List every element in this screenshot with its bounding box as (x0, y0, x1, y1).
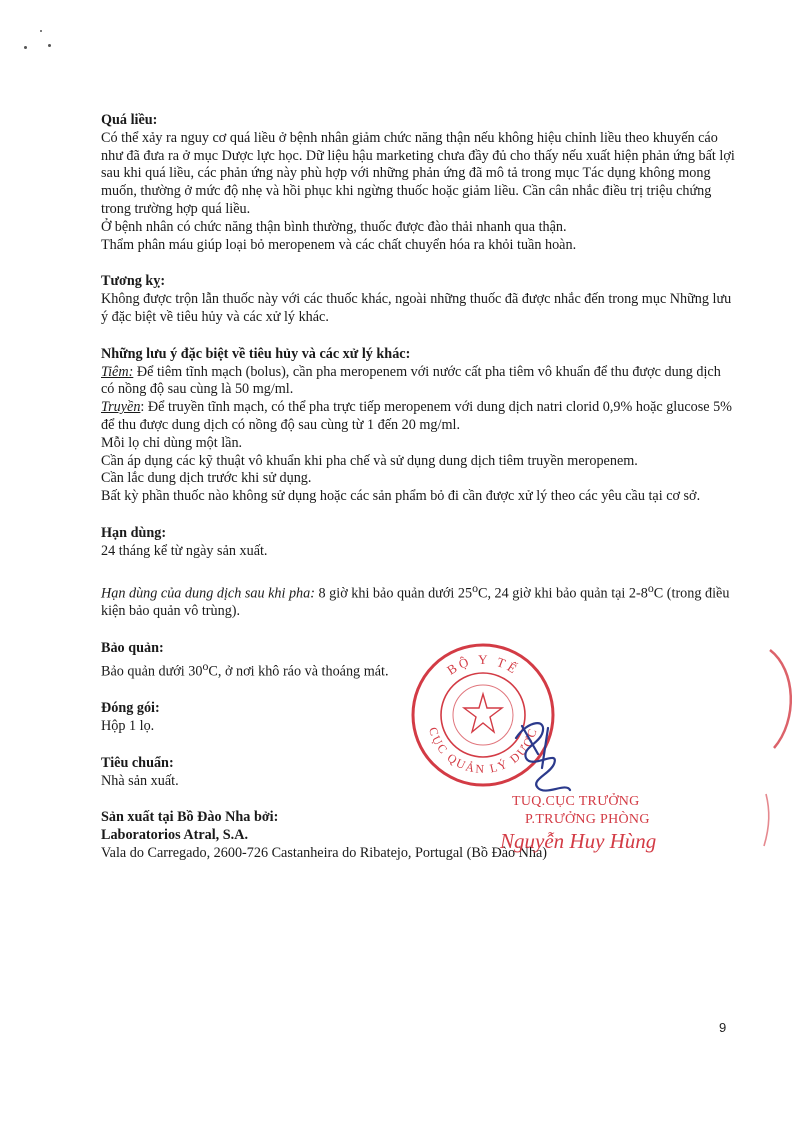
section-heading: Tiêu chuẩn: (101, 754, 174, 771)
authorization-line: TUQ.CỤC TRƯỞNG (512, 794, 640, 809)
section-disposal (101, 346, 737, 506)
seal-bottom-text: CỤC QUẢN LÝ DƯỢC (425, 725, 541, 777)
paragraph: Ở bệnh nhân có chức năng thận bình thường, thuốc được đào thải nhanh qua thận. (101, 218, 567, 235)
position-line: P.TRƯỞNG PHÒNG (525, 812, 650, 827)
seal-top-text: BỘ Y TẾ (444, 651, 522, 678)
paragraph: Nhà sản xuất. (101, 772, 179, 789)
paragraph: Hộp 1 lọ. (101, 717, 155, 734)
paragraph: Bảo quản dưới 30$^o$C, ở nơi khô ráo và thoáng mát. (101, 658, 389, 680)
signature-graphic (508, 708, 578, 804)
section-heading: Tương kỵ: (101, 273, 166, 290)
paragraph: Có thể xảy ra nguy cơ quá liều ở bệnh nhân giảm chức năng thận nếu không hiệu chỉnh liều theo khuyến cáo như đã đưa ra ở mục Dược lực học. Dữ liệu hậu marketing chưa đầy đủ cho thấy nếu xuất hiện phản ứng bất lợi sau khi quá liều, các phản ứng này phù hợp với những phản ứng đã mô tả trong mục Tác dụng không mong muốn, thường ở mức độ nhẹ và hồi phục khi ngừng thuốc hoặc giảm liều. Cần cân nhắc điều trị triệu chứng trong trường hợp quá liều. (101, 129, 735, 217)
edge-stamp-fragment (760, 640, 800, 760)
section-incompatibility (101, 273, 737, 326)
section-heading: Quá liều: (101, 112, 158, 128)
section-reconstituted-shelf-life (101, 580, 737, 621)
paragraph: Không được trộn lẫn thuốc này với các thuốc khác, ngoài những thuốc đã được nhắc đến trong mục Những lưu ý đặc biệt về tiêu hủy và các xử lý khác. (101, 291, 732, 325)
section-heading: Đóng gói: (101, 700, 160, 717)
paragraph: Hạn dùng của dung dịch sau khi pha: 8 giờ khi bảo quản dưới 25$^o$C, 24 giờ khi bảo quản tại 2-8$^o$C (trong điều kiện bảo quản vô trùng). (101, 580, 730, 620)
company-name: Laboratorios Atral, S.A. (101, 827, 248, 844)
scan-speck (24, 46, 27, 49)
infusion-text: : Để truyền tĩnh mạch, có thể pha trực tiếp meropenem với dung dịch natri clorid 0,9% hoặc glucose 5% để thu được dung dịch có nồng độ sau cùng từ 1 đến 20 mg/ml. (101, 399, 733, 433)
label-infusion: Truyền (101, 399, 141, 416)
section-heading: Sản xuất tại Bồ Đào Nha bởi: (101, 809, 279, 826)
scan-speck (48, 44, 51, 47)
company-address: Vala do Carregado, 2600-726 Castanheira do Ribatejo, Portugal (Bồ Đào Nha) (101, 844, 548, 861)
paragraph: Cần lắc dung dịch trước khi sử dụng. (101, 470, 312, 487)
paragraph: Bất kỳ phần thuốc nào không sử dụng hoặc các sản phẩm bỏ đi cần được xử lý theo các yêu cầu tại cơ sở. (101, 488, 701, 505)
section-heading: Những lưu ý đặc biệt về tiêu hủy và các xử lý khác: (101, 345, 411, 362)
paragraph: Mỗi lọ chỉ dùng một lần. (101, 434, 243, 451)
paragraph: Thẩm phân máu giúp loại bỏ meropenem và các chất chuyển hóa ra khỏi tuần hoàn. (101, 236, 577, 253)
section-overdose (101, 112, 737, 254)
edge-ink-mark (758, 790, 778, 850)
section-heading: Bảo quản: (101, 639, 164, 656)
paragraph: 24 tháng kể từ ngày sản xuất. (101, 542, 268, 559)
scan-speck (40, 30, 42, 32)
signer-name: Nguyễn Huy Hùng (500, 829, 657, 853)
paragraph: Cần áp dụng các kỹ thuật vô khuẩn khi pha chế và sử dụng dung dịch tiêm truyền meropenem. (101, 452, 638, 469)
handwritten-signature (508, 708, 578, 804)
injection-text: Để tiêm tĩnh mạch (bolus), cần pha meropenem với nước cất pha tiêm vô khuẩn để thu được dung dịch có nồng độ sau cùng là 50 mg/ml. (101, 363, 721, 398)
section-heading: Hạn dùng: (101, 524, 167, 541)
paragraph (101, 399, 737, 435)
paragraph (101, 364, 737, 400)
label-injection: Tiêm: (101, 363, 134, 380)
section-shelf-life (101, 525, 737, 561)
page-number: 9 (719, 1020, 727, 1035)
italic-lead: Hạn dùng của dung dịch sau khi pha: (101, 585, 315, 602)
